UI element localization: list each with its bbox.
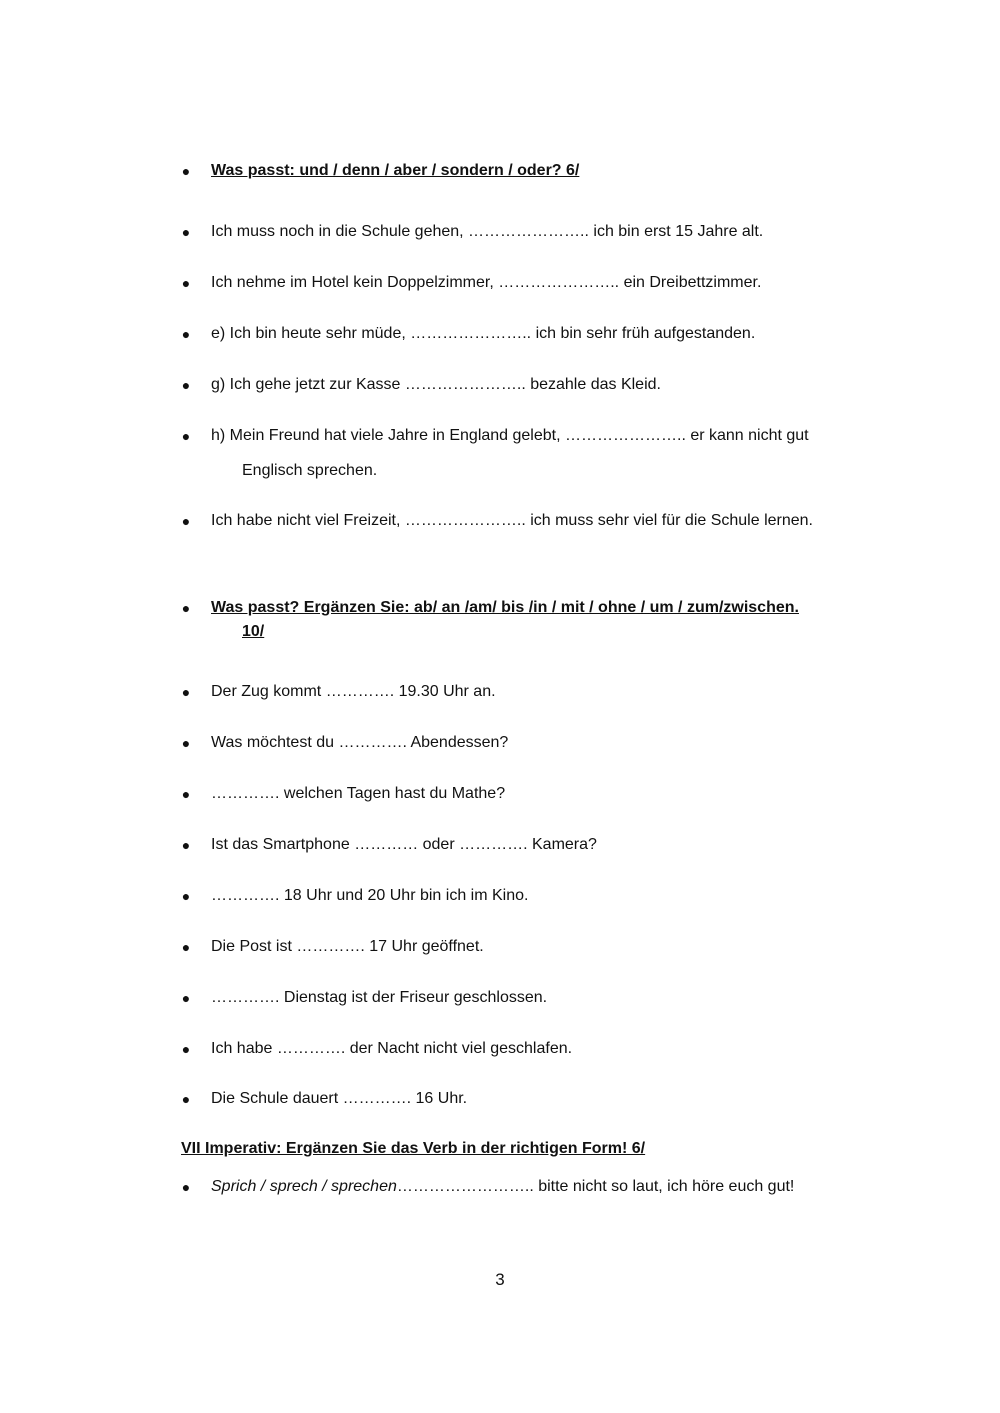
list-item-text: …………. welchen Tagen hast du Mathe?: [211, 785, 506, 802]
list-item-text: [211, 1177, 794, 1197]
sentence-rest: …………………….. bitte nicht so laut, ich höre euch gut!: [396, 1178, 795, 1195]
bullet-icon: ●: [181, 837, 191, 853]
bullet-icon: ●: [181, 684, 191, 700]
bullet-icon: ●: [181, 600, 191, 616]
heading-text: Was passt: und / denn / aber / sondern / oder? 6/: [211, 162, 580, 179]
bullet-icon: ●: [181, 163, 191, 179]
bullet-icon: ●: [181, 990, 191, 1006]
heading-text: Was passt? Ergänzen Sie: ab/ an /am/ bis /in / mit / ohne / um / zum/zwischen.: [211, 599, 799, 616]
bullet-icon: ●: [181, 275, 191, 291]
list-item-text: Ich habe …………. der Nacht nicht viel geschlafen.: [211, 1040, 573, 1057]
list-item-text: g) Ich gehe jetzt zur Kasse ………………….. bezahle das Kleid.: [211, 376, 661, 393]
heading-text: VII Imperativ: Ergänzen Sie das Verb in der richtigen Form! 6/: [181, 1140, 646, 1157]
list-item-text: e) Ich bin heute sehr müde, ………………….. ich bin sehr früh aufgestanden.: [211, 325, 756, 342]
bullet-icon: ●: [181, 513, 191, 529]
heading-score: 10/: [242, 623, 265, 640]
bullet-icon: ●: [181, 326, 191, 342]
page-number: 3: [495, 1270, 505, 1289]
bullet-icon: ●: [181, 786, 191, 802]
list-item-text: Ich habe nicht viel Freizeit, ………………….. ich muss sehr viel für die Schule lernen.: [211, 512, 813, 529]
bullet-icon: ●: [181, 1091, 191, 1107]
list-item-text: Was möchtest du …………. Abendessen?: [211, 734, 509, 751]
bullet-icon: ●: [181, 888, 191, 904]
list-item-text: Ich muss noch in die Schule gehen, ………………….. ich bin erst 15 Jahre alt.: [211, 223, 764, 240]
list-item-text: Ist das Smartphone ………… oder …………. Kamera?: [211, 836, 597, 853]
bullet-icon: ●: [181, 735, 191, 751]
bullet-icon: ●: [181, 428, 191, 444]
bullet-icon: ●: [181, 939, 191, 955]
list-item-text: Die Post ist …………. 17 Uhr geöffnet.: [211, 938, 484, 955]
bullet-icon: ●: [181, 1041, 191, 1057]
list-item-text: Die Schule dauert …………. 16 Uhr.: [211, 1090, 468, 1107]
bullet-icon: ●: [181, 1179, 191, 1195]
bullet-icon: ●: [181, 224, 191, 240]
list-item-text: …………. 18 Uhr und 20 Uhr bin ich im Kino.: [211, 887, 529, 904]
list-item-text: h) Mein Freund hat viele Jahre in England gelebt, ………………….. er kann nicht gut: [211, 427, 809, 444]
list-item-text: Englisch sprechen.: [242, 462, 378, 479]
list-item-text: Der Zug kommt …………. 19.30 Uhr an.: [211, 683, 496, 700]
verb-options: Sprich / sprech / sprechen: [211, 1178, 397, 1195]
list-item-text: Ich nehme im Hotel kein Doppelzimmer, ………………….. ein Dreibettzimmer.: [211, 274, 762, 291]
bullet-icon: ●: [181, 377, 191, 393]
list-item-text: …………. Dienstag ist der Friseur geschlossen.: [211, 989, 548, 1006]
